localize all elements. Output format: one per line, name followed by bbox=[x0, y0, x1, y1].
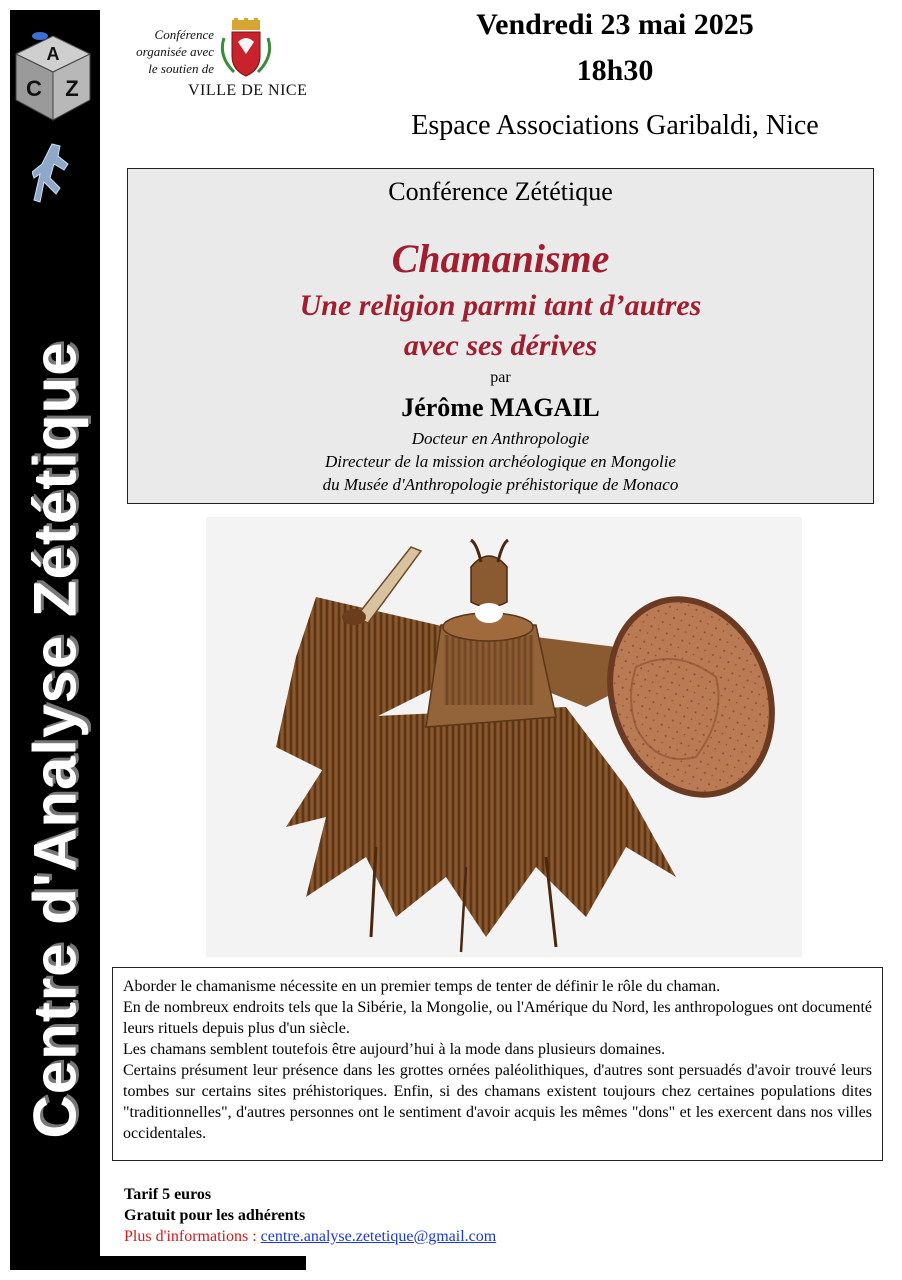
coat-of-arms-icon bbox=[218, 18, 274, 82]
price-line: Tarif 5 euros bbox=[124, 1186, 212, 1203]
speaker-name: Jérôme MAGAIL bbox=[401, 393, 600, 422]
by-label: par bbox=[490, 369, 511, 386]
runner-icon bbox=[32, 140, 78, 210]
description-box bbox=[112, 967, 883, 1161]
description-paragraph-1: Aborder le chamanisme nécessite en un premier temps de tenter de définir le rôle du chaman. bbox=[123, 978, 721, 995]
sponsor-line-1: Conférence bbox=[154, 27, 214, 42]
footer bbox=[124, 1184, 496, 1247]
speaker-role-3: du Musée d'Anthropologie préhistorique de Monaco bbox=[322, 475, 679, 494]
sponsor-text bbox=[118, 26, 214, 77]
description-paragraph-2: En de nombreux endroits tels que la Sibérie, la Mongolie, ou l'Amérique du Nord, les anthropologues ont documenté leurs rituels depuis plus d'un siècle. bbox=[123, 999, 872, 1037]
sponsor-city: VILLE DE NICE bbox=[188, 82, 308, 99]
description-paragraph-3: Les chamans semblent toutefois être aujourd’hui à la mode dans plusieurs domaines. bbox=[123, 1041, 666, 1058]
logo-letter-z: Z bbox=[65, 76, 79, 101]
info-line bbox=[124, 1226, 496, 1247]
event-date: Vendredi 23 mai 2025 bbox=[476, 8, 754, 41]
info-label: Plus d'informations : bbox=[124, 1228, 261, 1245]
sponsor-block bbox=[118, 26, 318, 106]
sponsor-line-3: le soutien de bbox=[148, 61, 214, 76]
conference-subtitle-line-1: Une religion parmi tant d’autres bbox=[299, 289, 702, 322]
description-paragraph-4: Certains présument leur présence dans les grottes ornées paléolithiques, d'autres sont persuadés d'avoir trouvé leurs tombes sur certains sites préhistoriques. Enfin, si des chamans existent toujours chez certaines populations dites "traditionnelles", d'autres personnes ont le sentiment d'avoir acquis les mêmes "dons" et les exercent dans nos villes occidentales. bbox=[123, 1062, 872, 1142]
shaman-costume-photo bbox=[206, 517, 802, 957]
sponsor-line-2: organisée avec bbox=[136, 44, 214, 59]
event-venue: Espace Associations Garibaldi, Nice bbox=[411, 110, 819, 141]
event-time: 18h30 bbox=[576, 54, 654, 87]
conference-kicker: Conférence Zététique bbox=[388, 177, 613, 206]
title-box bbox=[127, 168, 874, 504]
bottom-black-strip bbox=[10, 1256, 306, 1270]
contact-email-link[interactable]: centre.analyse.zetetique@gmail.com bbox=[260, 1228, 497, 1245]
conference-subtitle-line-2: avec ses dérives bbox=[403, 329, 598, 362]
speaker-role-1: Docteur en Anthropologie bbox=[411, 429, 590, 448]
speaker-role-2: Directeur de la mission archéologique en Mongolie bbox=[325, 452, 676, 471]
conference-title: Chamanisme bbox=[391, 236, 610, 281]
logo-letter-c: C bbox=[26, 76, 42, 101]
vertical-organization-title: Centre d'Analyse Zététique bbox=[21, 341, 89, 1139]
logo-letter-a: A bbox=[46, 44, 60, 64]
free-for-members-line: Gratuit pour les adhérents bbox=[124, 1207, 306, 1224]
cube-icon bbox=[10, 28, 96, 128]
